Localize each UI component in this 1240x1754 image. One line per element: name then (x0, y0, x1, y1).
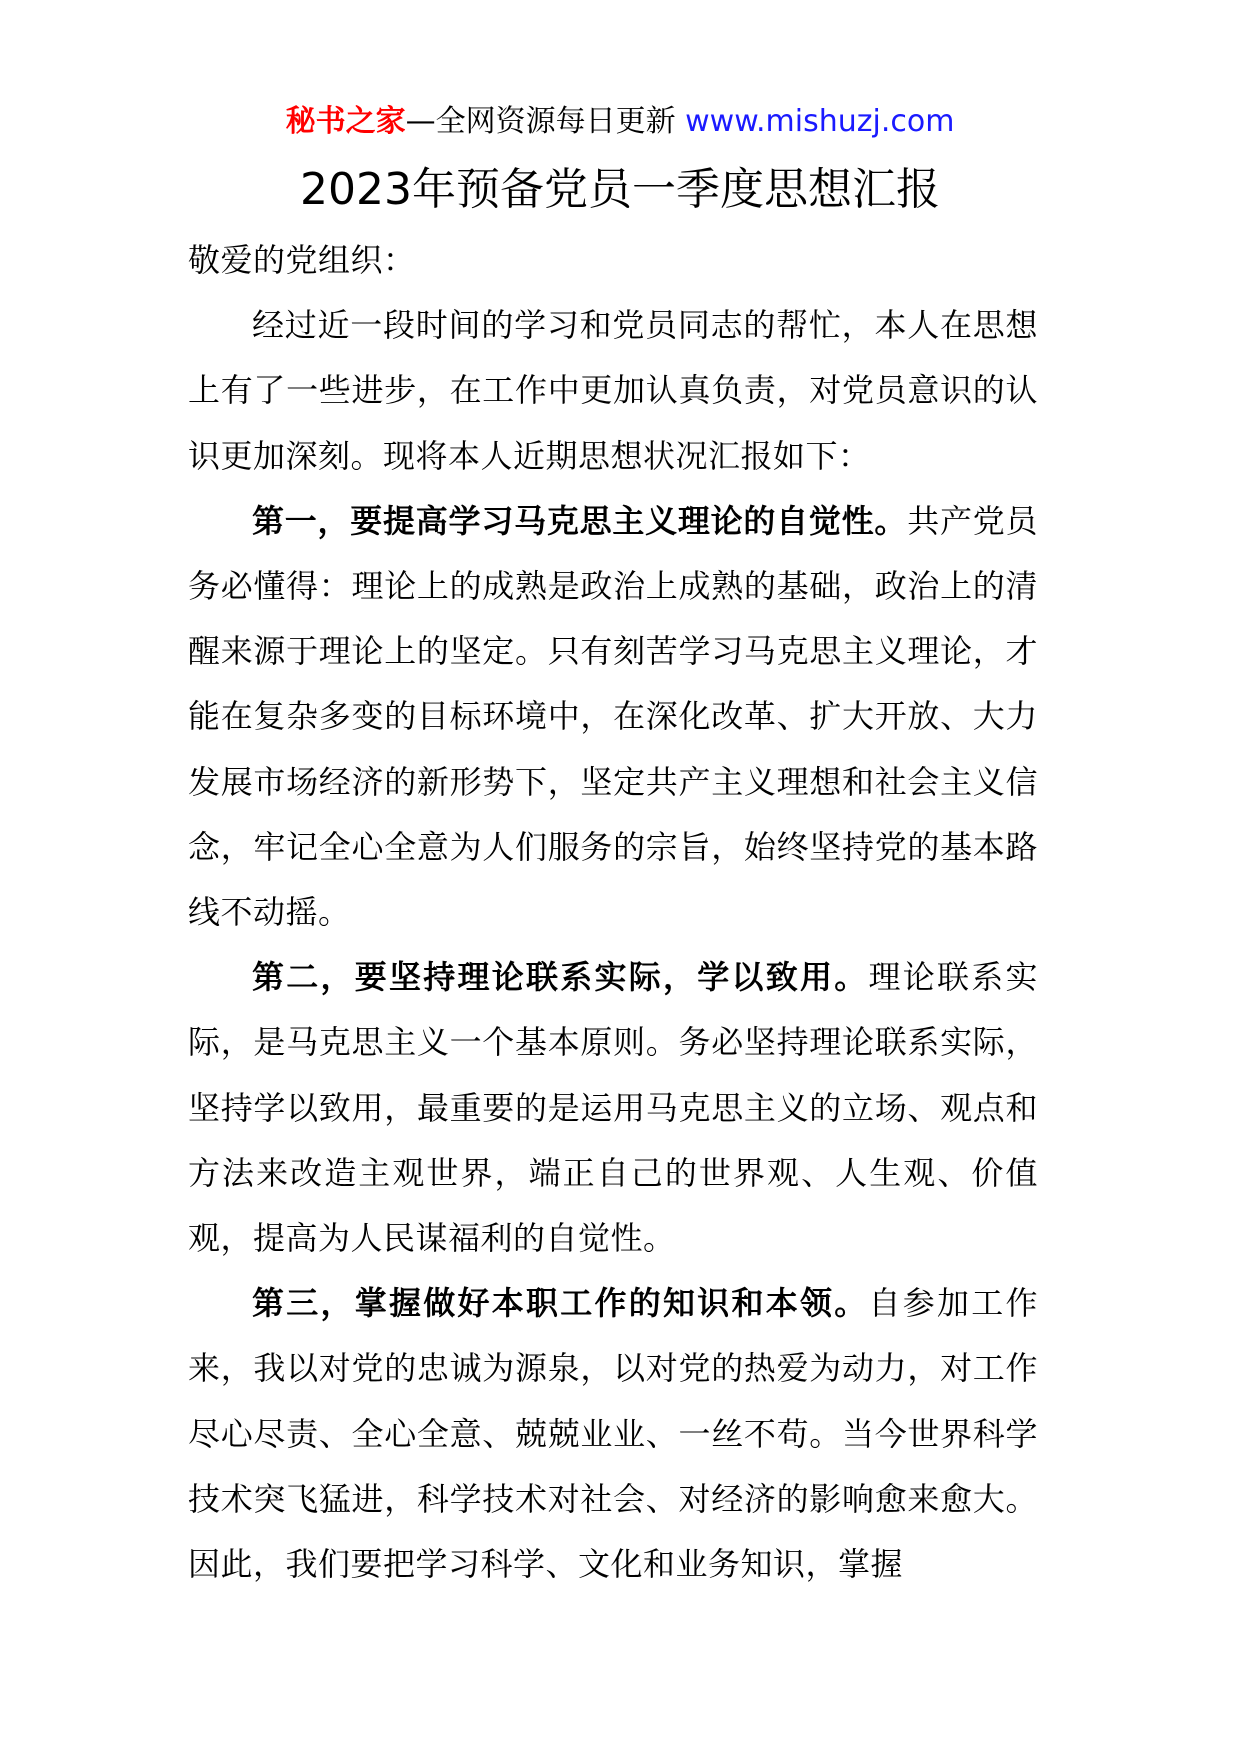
paragraph-intro (188, 293, 1038, 489)
paragraph-second (188, 945, 1038, 1271)
salutation: 敬爱的党组织： (188, 241, 416, 279)
document-body (188, 228, 1038, 1597)
site-header (0, 98, 1240, 146)
header-tagline: —全网资源每日更新 (405, 104, 686, 139)
paragraph-lead: 第二，要坚持理论联系实际，学以致用。 (252, 958, 869, 997)
document-title: 2023年预备党员一季度思想汇报 (300, 164, 940, 215)
paragraph-text: 理论联系实际，是马克思主义一个基本原则。务必坚持理论联系实际，坚持学以致用，最重要的是运用马克思主义的立场、观点和方法来改造主观世界，端正自己的世界观、人生观、价值观，提高为人民谋福利的自觉性。 (188, 958, 1038, 1258)
paragraph-lead: 第三，掌握做好本职工作的知识和本领。 (252, 1284, 869, 1323)
brand-name: 秘书之家 (285, 104, 406, 139)
paragraph-first (188, 489, 1038, 945)
paragraph-text: 自参加工作来，我以对党的忠诚为源泉，以对党的热爱为动力，对工作尽心尽责、全心全意、兢兢业业、一丝不苟。当今世界科学技术突飞猛进，科学技术对社会、对经济的影响愈来愈大。因此，我们要把学习科学、文化和业务知识，掌握 (188, 1284, 1038, 1584)
paragraph-third (188, 1271, 1038, 1597)
paragraph-lead: 第一，要提高学习马克思主义理论的自觉性。 (252, 501, 908, 540)
site-url-link[interactable]: www.mishuzj.com (685, 104, 955, 139)
paragraph-text: 经过近一段时间的学习和党员同志的帮忙，本人在思想上有了一些进步，在工作中更加认真负责，对党员意识的认识更加深刻。现将本人近期思想状况汇报如下： (188, 306, 1038, 475)
paragraph-text: 共产党员务必懂得：理论上的成熟是政治上成熟的基础，政治上的清醒来源于理论上的坚定。只有刻苦学习马克思主义理论，才能在复杂多变的目标环境中，在深化改革、扩大开放、大力发展市场经济的新形势下，坚定共产主义理想和社会主义信念，牢记全心全意为人们服务的宗旨，始终坚持党的基本路线不动摇。 (188, 501, 1038, 932)
